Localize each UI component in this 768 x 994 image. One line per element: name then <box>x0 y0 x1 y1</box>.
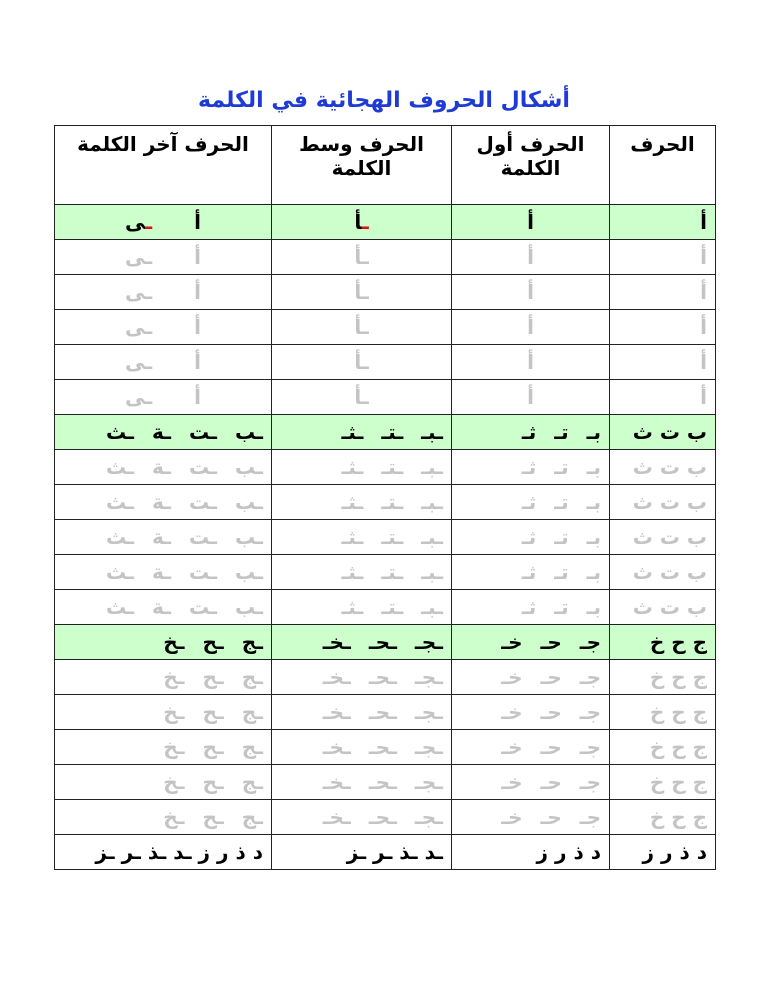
baa-medial-item: ـثـ <box>341 525 364 549</box>
alif-final-mark: ـ <box>145 385 153 409</box>
alif-final-a: أ <box>194 385 201 409</box>
baa-medial-item: ـتـ <box>381 525 404 549</box>
baa-initial <box>452 520 610 555</box>
baa-initial-item: تـ <box>554 525 569 549</box>
jeem-row <box>55 765 716 800</box>
jeem-initial-item: خـ <box>501 700 523 724</box>
baa-isolated: ب ت ث <box>610 520 716 555</box>
alif-row <box>55 310 716 345</box>
alif-initial: أ <box>452 345 610 380</box>
baa-medial-item: ـبـ <box>421 490 443 514</box>
baa-initial-item: ثـ <box>521 420 537 444</box>
jeem-medial-item: ـجـ <box>414 700 443 724</box>
baa-final <box>55 520 272 555</box>
alif-final-b: ى <box>125 245 146 269</box>
baa-medial-item: ـبـ <box>421 420 443 444</box>
alif-medial-mark: ـ <box>361 350 369 374</box>
baa-initial-item: ثـ <box>521 595 537 619</box>
baa-final-item: ـث <box>105 490 134 514</box>
baa-final-item: ـت <box>188 420 217 444</box>
baa-medial <box>272 485 452 520</box>
letter-forms-table <box>54 125 716 870</box>
jeem-final <box>55 730 272 765</box>
alif-row <box>55 275 716 310</box>
jeem-medial-item: ـجـ <box>414 630 443 654</box>
alif-medial-mark: ـ <box>361 245 369 269</box>
alif-final-b: ى <box>125 350 146 374</box>
jeem-initial-item: حـ <box>540 630 562 654</box>
baa-initial-item: تـ <box>554 595 569 619</box>
alif-medial <box>272 240 452 275</box>
alif-isolated: أ <box>610 205 716 240</box>
jeem-final-item: ـج <box>241 665 263 689</box>
jeem-isolated: ج ح خ <box>610 625 716 660</box>
baa-medial-item: ـبـ <box>421 560 443 584</box>
baa-final-item: ـث <box>105 560 134 584</box>
alif-medial-letter: أ <box>354 280 362 304</box>
jeem-initial-item: حـ <box>540 735 562 759</box>
baa-initial <box>452 415 610 450</box>
baa-initial-item: بـ <box>586 525 601 549</box>
jeem-initial-item: خـ <box>501 630 523 654</box>
alif-final-mark: ـ <box>145 315 153 339</box>
baa-isolated: ب ت ث <box>610 450 716 485</box>
jeem-final-item: ـخ <box>163 700 185 724</box>
baa-initial-item: بـ <box>586 595 601 619</box>
alif-final <box>55 380 272 415</box>
jeem-initial-item: خـ <box>501 805 523 829</box>
baa-initial-item: بـ <box>586 560 601 584</box>
baa-initial-item: ثـ <box>521 525 537 549</box>
alif-final-b: ى <box>125 210 146 234</box>
jeem-medial-item: ـجـ <box>414 770 443 794</box>
baa-final-item: ـب <box>234 455 263 479</box>
jeem-final-item: ـح <box>202 630 224 654</box>
jeem-medial-item: ـحـ <box>368 805 397 829</box>
alif-final-b: ى <box>125 280 146 304</box>
baa-final <box>55 415 272 450</box>
alif-final <box>55 240 272 275</box>
baa-row <box>55 415 716 450</box>
jeem-initial-item: جـ <box>579 770 601 794</box>
baa-medial <box>272 520 452 555</box>
jeem-medial-item: ـخـ <box>322 805 351 829</box>
alif-final-mark: ـ <box>145 280 153 304</box>
jeem-initial <box>452 695 610 730</box>
alif-final-mark: ـ <box>145 350 153 374</box>
baa-final-item: ـث <box>105 525 134 549</box>
baa-final-item: ـة <box>152 595 171 619</box>
baa-final-item: ـب <box>234 525 263 549</box>
baa-final-item: ـت <box>188 525 217 549</box>
alif-initial: أ <box>452 205 610 240</box>
alif-medial <box>272 345 452 380</box>
jeem-isolated: ج ح خ <box>610 765 716 800</box>
baa-final <box>55 485 272 520</box>
jeem-medial <box>272 730 452 765</box>
dal-final: د ذ ر ز ـد ـذ ـر ـز <box>55 835 272 870</box>
baa-final-item: ـب <box>234 595 263 619</box>
dal-row <box>55 835 716 870</box>
baa-final-item: ـث <box>105 595 134 619</box>
baa-medial-item: ـبـ <box>421 595 443 619</box>
jeem-final <box>55 625 272 660</box>
jeem-isolated: ج ح خ <box>610 660 716 695</box>
alif-medial-letter: أ <box>354 385 362 409</box>
alif-final-a: أ <box>194 350 201 374</box>
baa-initial-item: بـ <box>586 455 601 479</box>
baa-medial-item: ـتـ <box>381 560 404 584</box>
jeem-final-item: ـخ <box>163 735 185 759</box>
baa-final-item: ـة <box>152 490 171 514</box>
baa-final-item: ـة <box>152 525 171 549</box>
alif-medial <box>272 380 452 415</box>
jeem-medial-item: ـحـ <box>368 630 397 654</box>
jeem-final <box>55 695 272 730</box>
baa-final-item: ـث <box>105 420 134 444</box>
jeem-medial-item: ـجـ <box>414 665 443 689</box>
baa-medial-item: ـثـ <box>341 560 364 584</box>
baa-isolated: ب ت ث <box>610 485 716 520</box>
jeem-final-item: ـخ <box>163 665 185 689</box>
baa-medial-item: ـتـ <box>381 595 404 619</box>
baa-row <box>55 555 716 590</box>
jeem-initial-item: جـ <box>579 630 601 654</box>
alif-final <box>55 205 272 240</box>
jeem-initial <box>452 800 610 835</box>
baa-final-item: ـب <box>234 490 263 514</box>
jeem-medial <box>272 625 452 660</box>
baa-medial-item: ـبـ <box>421 525 443 549</box>
jeem-row <box>55 800 716 835</box>
baa-medial-item: ـبـ <box>421 455 443 479</box>
alif-final-a: أ <box>194 280 201 304</box>
jeem-row <box>55 660 716 695</box>
page-title: أشكال الحروف الهجائية في الكلمة <box>198 88 570 113</box>
jeem-medial-item: ـحـ <box>368 665 397 689</box>
jeem-row <box>55 695 716 730</box>
alif-medial <box>272 205 452 240</box>
baa-final <box>55 555 272 590</box>
baa-initial-item: ثـ <box>521 455 537 479</box>
jeem-initial <box>452 765 610 800</box>
alif-final-b: ى <box>125 385 146 409</box>
jeem-initial-item: جـ <box>579 665 601 689</box>
alif-medial <box>272 310 452 345</box>
alif-final-b: ى <box>125 315 146 339</box>
baa-final-item: ـت <box>188 595 217 619</box>
alif-medial <box>272 275 452 310</box>
alif-isolated: أ <box>610 345 716 380</box>
baa-medial-item: ـتـ <box>381 420 404 444</box>
jeem-row <box>55 625 716 660</box>
jeem-medial-item: ـخـ <box>322 735 351 759</box>
jeem-final-item: ـح <box>202 665 224 689</box>
alif-row <box>55 345 716 380</box>
jeem-medial-item: ـحـ <box>368 735 397 759</box>
alif-row <box>55 205 716 240</box>
baa-initial-item: تـ <box>554 560 569 584</box>
jeem-medial-item: ـجـ <box>414 735 443 759</box>
alif-medial-letter: أ <box>354 350 362 374</box>
baa-initial <box>452 450 610 485</box>
jeem-final-item: ـح <box>202 700 224 724</box>
alif-initial: أ <box>452 240 610 275</box>
alif-final-mark: ـ <box>145 210 153 234</box>
header-letter: الحرف <box>610 126 716 205</box>
jeem-final-item: ـج <box>241 700 263 724</box>
baa-initial-item: تـ <box>554 420 569 444</box>
baa-row <box>55 520 716 555</box>
dal-initial: د ذ ر ز <box>452 835 610 870</box>
jeem-initial-item: حـ <box>540 805 562 829</box>
jeem-initial-item: جـ <box>579 805 601 829</box>
baa-initial <box>452 485 610 520</box>
baa-medial-item: ـتـ <box>381 455 404 479</box>
alif-initial: أ <box>452 275 610 310</box>
jeem-isolated: ج ح خ <box>610 800 716 835</box>
jeem-final-item: ـج <box>241 805 263 829</box>
dal-medial: ـد ـذ ـر ـز <box>272 835 452 870</box>
baa-final-item: ـب <box>234 560 263 584</box>
baa-medial <box>272 450 452 485</box>
baa-medial-item: ـثـ <box>341 490 364 514</box>
dal-isolated: د ذ ر ز <box>610 835 716 870</box>
baa-medial-item: ـثـ <box>341 595 364 619</box>
jeem-final <box>55 660 272 695</box>
jeem-medial-item: ـحـ <box>368 770 397 794</box>
baa-final-item: ـث <box>105 455 134 479</box>
jeem-final-item: ـح <box>202 735 224 759</box>
baa-final-item: ـت <box>188 490 217 514</box>
header-row <box>55 126 716 205</box>
baa-initial-item: تـ <box>554 490 569 514</box>
jeem-medial <box>272 765 452 800</box>
jeem-initial <box>452 730 610 765</box>
header-initial: الحرف أول الكلمة <box>452 126 610 205</box>
baa-isolated: ب ت ث <box>610 555 716 590</box>
header-final: الحرف آخر الكلمة <box>55 126 272 205</box>
jeem-initial <box>452 625 610 660</box>
baa-initial <box>452 555 610 590</box>
baa-final-item: ـة <box>152 420 171 444</box>
alif-final <box>55 310 272 345</box>
baa-row <box>55 590 716 625</box>
baa-medial-item: ـثـ <box>341 420 364 444</box>
jeem-isolated: ج ح خ <box>610 695 716 730</box>
baa-final-item: ـت <box>188 455 217 479</box>
baa-initial-item: بـ <box>586 490 601 514</box>
header-medial: الحرف وسط الكلمة <box>272 126 452 205</box>
alif-medial-letter: أ <box>354 315 362 339</box>
alif-initial: أ <box>452 310 610 345</box>
jeem-isolated: ج ح خ <box>610 730 716 765</box>
jeem-final-item: ـخ <box>163 630 185 654</box>
jeem-final-item: ـخ <box>163 805 185 829</box>
baa-initial-item: تـ <box>554 455 569 479</box>
jeem-initial-item: جـ <box>579 700 601 724</box>
baa-medial-item: ـتـ <box>381 490 404 514</box>
alif-isolated: أ <box>610 380 716 415</box>
jeem-row <box>55 730 716 765</box>
alif-medial-mark: ـ <box>361 385 369 409</box>
alif-isolated: أ <box>610 275 716 310</box>
jeem-final-item: ـح <box>202 805 224 829</box>
jeem-medial-item: ـخـ <box>322 770 351 794</box>
alif-medial-letter: أ <box>354 245 362 269</box>
baa-medial <box>272 415 452 450</box>
alif-initial: أ <box>452 380 610 415</box>
jeem-initial-item: خـ <box>501 735 523 759</box>
jeem-final-item: ـح <box>202 770 224 794</box>
baa-final-item: ـت <box>188 560 217 584</box>
alif-final-a: أ <box>194 315 201 339</box>
jeem-final <box>55 765 272 800</box>
alif-row <box>55 380 716 415</box>
jeem-medial <box>272 800 452 835</box>
jeem-initial <box>452 660 610 695</box>
jeem-initial-item: خـ <box>501 770 523 794</box>
jeem-medial-item: ـخـ <box>322 630 351 654</box>
baa-final-item: ـة <box>152 455 171 479</box>
baa-final <box>55 590 272 625</box>
jeem-final-item: ـج <box>241 630 263 654</box>
jeem-final <box>55 800 272 835</box>
baa-initial-item: ثـ <box>521 490 537 514</box>
jeem-final-item: ـج <box>241 770 263 794</box>
alif-medial-mark: ـ <box>361 210 369 234</box>
alif-row <box>55 240 716 275</box>
baa-row <box>55 485 716 520</box>
baa-initial-item: بـ <box>586 420 601 444</box>
alif-medial-mark: ـ <box>361 315 369 339</box>
baa-initial-item: ثـ <box>521 560 537 584</box>
alif-final <box>55 275 272 310</box>
alif-medial-letter: أ <box>354 210 362 234</box>
jeem-final-item: ـخ <box>163 770 185 794</box>
alif-final-a: أ <box>194 245 201 269</box>
jeem-medial <box>272 695 452 730</box>
jeem-initial-item: حـ <box>540 770 562 794</box>
alif-final <box>55 345 272 380</box>
jeem-medial-item: ـخـ <box>322 665 351 689</box>
baa-final <box>55 450 272 485</box>
alif-medial-mark: ـ <box>361 280 369 304</box>
jeem-medial <box>272 660 452 695</box>
baa-medial-item: ـثـ <box>341 455 364 479</box>
alif-final-mark: ـ <box>145 245 153 269</box>
jeem-initial-item: جـ <box>579 735 601 759</box>
baa-final-item: ـة <box>152 560 171 584</box>
baa-final-item: ـب <box>234 420 263 444</box>
alif-isolated: أ <box>610 310 716 345</box>
jeem-medial-item: ـحـ <box>368 700 397 724</box>
baa-initial <box>452 590 610 625</box>
jeem-initial-item: حـ <box>540 700 562 724</box>
baa-isolated: ب ت ث <box>610 590 716 625</box>
jeem-initial-item: خـ <box>501 665 523 689</box>
jeem-final-item: ـج <box>241 735 263 759</box>
alif-isolated: أ <box>610 240 716 275</box>
baa-medial <box>272 590 452 625</box>
baa-isolated: ب ت ث <box>610 415 716 450</box>
baa-medial <box>272 555 452 590</box>
alif-final-a: أ <box>194 210 201 234</box>
jeem-medial-item: ـجـ <box>414 805 443 829</box>
jeem-medial-item: ـخـ <box>322 700 351 724</box>
jeem-initial-item: حـ <box>540 665 562 689</box>
baa-row <box>55 450 716 485</box>
